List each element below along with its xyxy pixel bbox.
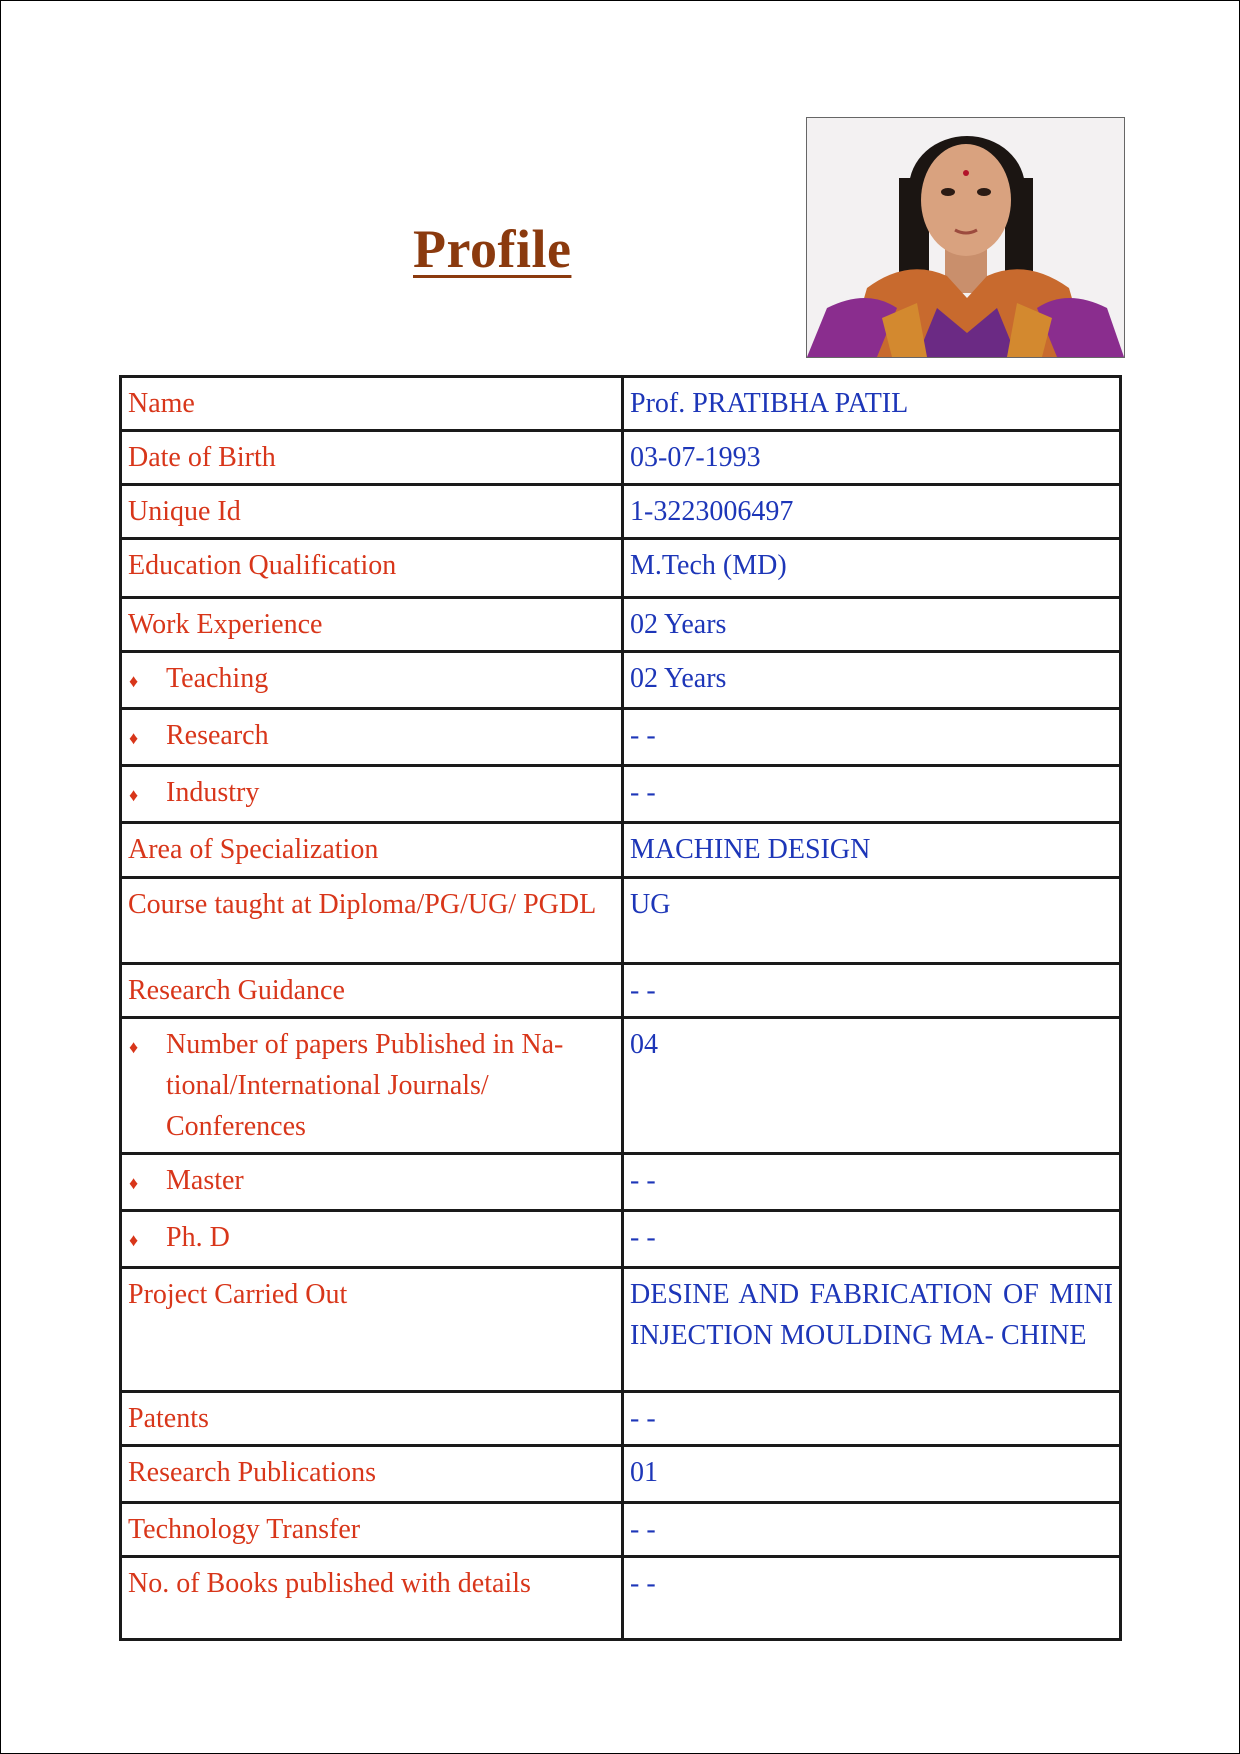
row-label: Name [128,388,195,419]
row-value: M.Tech (MD) [623,539,1121,598]
table-row [121,1154,1121,1211]
row-label: Project Carried Out [128,1279,348,1310]
row-label-cell [121,823,623,878]
row-value: 04 [623,1018,1121,1154]
row-value: - - [623,1392,1121,1446]
table-row [121,823,1121,878]
row-label: Master [166,1165,244,1196]
diamond-bullet-icon: ♦ [129,728,139,748]
row-label: Research Guidance [128,975,345,1006]
row-label: Number of papers Published in Na- tional/International Journals/ Conferences [166,1029,564,1142]
row-label-cell [121,1018,623,1154]
row-value: - - [623,709,1121,766]
row-label: Ph. D [166,1222,230,1253]
page-title: Profile [413,219,572,279]
sub-item [128,1024,615,1147]
row-label: Work Experience [128,609,323,640]
row-label: Course taught at Diploma/PG/UG/ PGDL [128,889,597,920]
profile-photo [806,117,1125,358]
sub-item [128,715,615,759]
sub-item [128,658,615,702]
row-label-cell [121,598,623,652]
row-label: Teaching [166,663,269,694]
row-label-cell [121,652,623,709]
row-value: 02 Years [623,652,1121,709]
diamond-bullet-icon: ♦ [129,1173,139,1193]
row-label-cell [121,964,623,1018]
row-label: Technology Transfer [128,1514,361,1545]
row-label-cell [121,1557,623,1640]
diamond-bullet-icon: ♦ [129,671,139,691]
sub-item [128,1217,615,1261]
row-value: - - [623,1154,1121,1211]
table-row [121,652,1121,709]
row-label-cell [121,1268,623,1392]
row-label-cell [121,878,623,964]
row-value: - - [623,1211,1121,1268]
table-row [121,878,1121,964]
row-value: DESINE AND FABRICATION OF MINI INJECTION MOULDING MA- CHINE [623,1268,1121,1392]
table-row [121,1503,1121,1557]
table-row [121,1268,1121,1392]
row-label-cell [121,1503,623,1557]
table-row [121,1446,1121,1503]
table-row [121,485,1121,539]
row-value: 02 Years [623,598,1121,652]
row-label-cell [121,431,623,485]
row-label-cell [121,766,623,823]
sub-item [128,1160,615,1204]
row-value: - - [623,1503,1121,1557]
row-label-cell [121,1392,623,1446]
row-label: Research Publications [128,1457,377,1488]
table-row [121,1211,1121,1268]
row-label: Area of Specialization [128,834,379,865]
row-label-cell [121,1211,623,1268]
row-label-cell [121,485,623,539]
diamond-bullet-icon: ♦ [129,785,139,805]
row-label: Education Qualification [128,550,397,581]
row-label-cell [121,377,623,431]
table-row [121,766,1121,823]
row-value: - - [623,1557,1121,1640]
row-value: 1-3223006497 [623,485,1121,539]
table-row [121,964,1121,1018]
row-label: Patents [128,1403,209,1434]
table-row [121,539,1121,598]
row-label: Research [166,720,269,751]
table-row [121,431,1121,485]
row-label-cell [121,539,623,598]
row-value: 01 [623,1446,1121,1503]
row-value: - - [623,766,1121,823]
row-label-cell [121,1154,623,1211]
row-value: Prof. PRATIBHA PATIL [623,377,1121,431]
table-row [121,709,1121,766]
diamond-bullet-icon: ♦ [129,1230,139,1250]
sub-item [128,772,615,816]
diamond-bullet-icon: ♦ [129,1037,139,1057]
row-value: 03-07-1993 [623,431,1121,485]
row-label-cell [121,709,623,766]
row-value: MACHINE DESIGN [623,823,1121,878]
profile-table [119,375,1122,1641]
row-label: Date of Birth [128,442,276,473]
row-value: UG [623,878,1121,964]
table-row [121,598,1121,652]
row-label: No. of Books published with details [128,1568,531,1599]
row-label: Industry [166,777,260,808]
table-row [121,1392,1121,1446]
row-value: - - [623,964,1121,1018]
row-label-cell [121,1446,623,1503]
table-row [121,1557,1121,1640]
table-row [121,1018,1121,1154]
row-label: Unique Id [128,496,241,527]
table-row [121,377,1121,431]
